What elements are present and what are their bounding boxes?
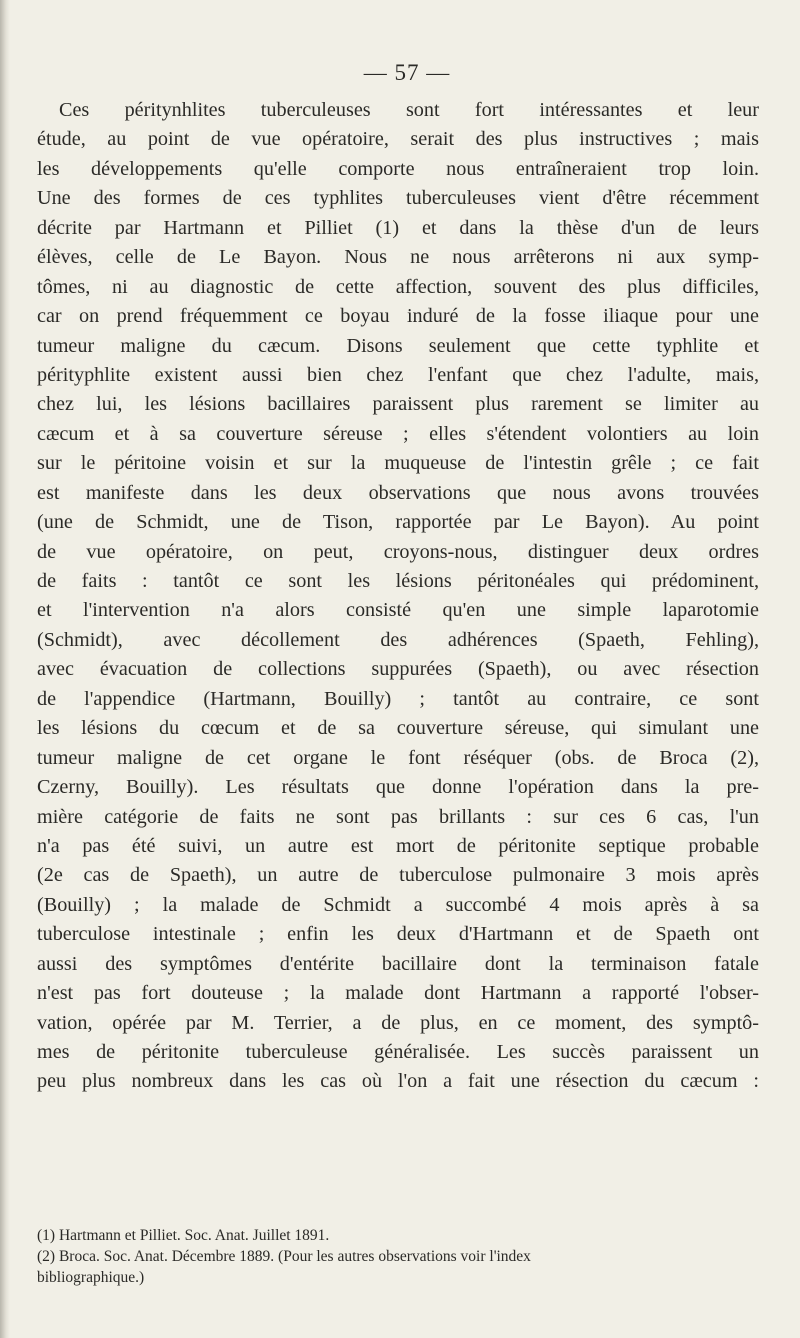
- footnote-1: (1) Hartmann et Pilliet. Soc. Anat. Juillet 1891.: [37, 1227, 330, 1244]
- text-line: (2e cas de Spaeth), un autre de tuberculose pulmonaire 3 mois après: [37, 864, 759, 887]
- text-line: avec évacuation de collections suppurées (Spaeth), ou avec résection: [37, 658, 759, 681]
- text-line: tuberculose intestinale ; enfin les deux d'Hartmann et de Spaeth ont: [37, 923, 759, 946]
- text-line: les développements qu'elle comporte nous entraîneraient trop loin.: [37, 157, 759, 180]
- text-line: de faits : tantôt ce sont les lésions péritonéales qui prédominent,: [37, 570, 759, 592]
- text-line: Une des formes de ces typhlites tuberculeuses vient d'être récemment: [37, 187, 759, 210]
- text-line: sur le péritoine voisin et sur la muqueuse de l'intestin grêle ; ce fait: [37, 452, 759, 475]
- text-line: de l'appendice (Hartmann, Bouilly) ; tantôt au contraire, ce sont: [37, 687, 759, 710]
- text-line: Ces péritynhlites tuberculeuses sont fort intéressantes et leur: [59, 99, 759, 121]
- text-line: décrite par Hartmann et Pilliet (1) et dans la thèse d'un de leurs: [37, 216, 759, 239]
- text-line: n'est pas fort douteuse ; la malade dont Hartmann a rapporté l'obser-: [37, 982, 759, 1005]
- text-line: (Schmidt), avec décollement des adhérences (Spaeth, Fehling),: [37, 628, 759, 651]
- footnote-2-continued: bibliographique.): [37, 1269, 145, 1286]
- text-line: (Bouilly) ; la malade de Schmidt a succombé 4 mois après à sa: [37, 893, 759, 916]
- text-line: (une de Schmidt, une de Tison, rapportée par Le Bayon). Au point: [37, 511, 759, 534]
- text-line: vation, opérée par M. Terrier, a de plus, en ce moment, des symptô-: [37, 1011, 759, 1034]
- text-line: car on prend fréquemment ce boyau induré de la fosse iliaque pour une: [37, 305, 759, 328]
- text-line: peu plus nombreux dans les cas où l'on a fait une résection du cæcum :: [37, 1070, 759, 1093]
- text-line: tômes, ni au diagnostic de cette affection, souvent des plus difficiles,: [37, 275, 759, 298]
- text-line: est manifeste dans les deux observations que nous avons trouvées: [37, 481, 759, 504]
- body-text: [37, 96, 759, 1097]
- text-line: de vue opératoire, on peut, croyons-nous, distinguer deux ordres: [37, 540, 759, 563]
- page-number: — 57 —: [363, 60, 451, 85]
- text-line: tumeur maligne du cæcum. Disons seulement que cette typhlite et: [37, 334, 759, 357]
- page-binding-shadow: [0, 0, 10, 1338]
- footnote-2: (2) Broca. Soc. Anat. Décembre 1889. (Pour les autres observations voir l'index: [37, 1248, 531, 1265]
- text-line: et l'intervention n'a alors consisté qu'en une simple laparotomie: [37, 599, 759, 622]
- text-line: tumeur maligne de cet organe le font réséquer (obs. de Broca (2),: [37, 746, 759, 769]
- text-line: les lésions du cœcum et de sa couverture séreuse, qui simulant une: [37, 717, 759, 740]
- text-line: Czerny, Bouilly). Les résultats que donne l'opération dans la pre-: [37, 776, 759, 799]
- text-line: mière catégorie de faits ne sont pas brillants : sur ces 6 cas, l'un: [37, 805, 759, 828]
- text-line: chez lui, les lésions bacillaires paraissent plus rarement se limiter au: [37, 393, 759, 416]
- text-line: étude, au point de vue opératoire, serait des plus instructives ; mais: [37, 128, 759, 151]
- text-line: cæcum et à sa couverture séreuse ; elles s'étendent volontiers au loin: [37, 422, 759, 445]
- text-line: mes de péritonite tuberculeuse généralisée. Les succès paraissent un: [37, 1041, 759, 1063]
- text-line: n'a pas été suivi, un autre est mort de péritonite septique probable: [37, 834, 759, 857]
- text-line: aussi des symptômes d'entérite bacillaire dont la terminaison fatale: [37, 952, 759, 975]
- footnotes: [37, 1225, 759, 1288]
- text-line: pérityphlite existent aussi bien chez l'enfant que chez l'adulte, mais,: [37, 363, 759, 386]
- text-line: élèves, celle de Le Bayon. Nous ne nous arrêterons ni aux symp-: [37, 246, 759, 269]
